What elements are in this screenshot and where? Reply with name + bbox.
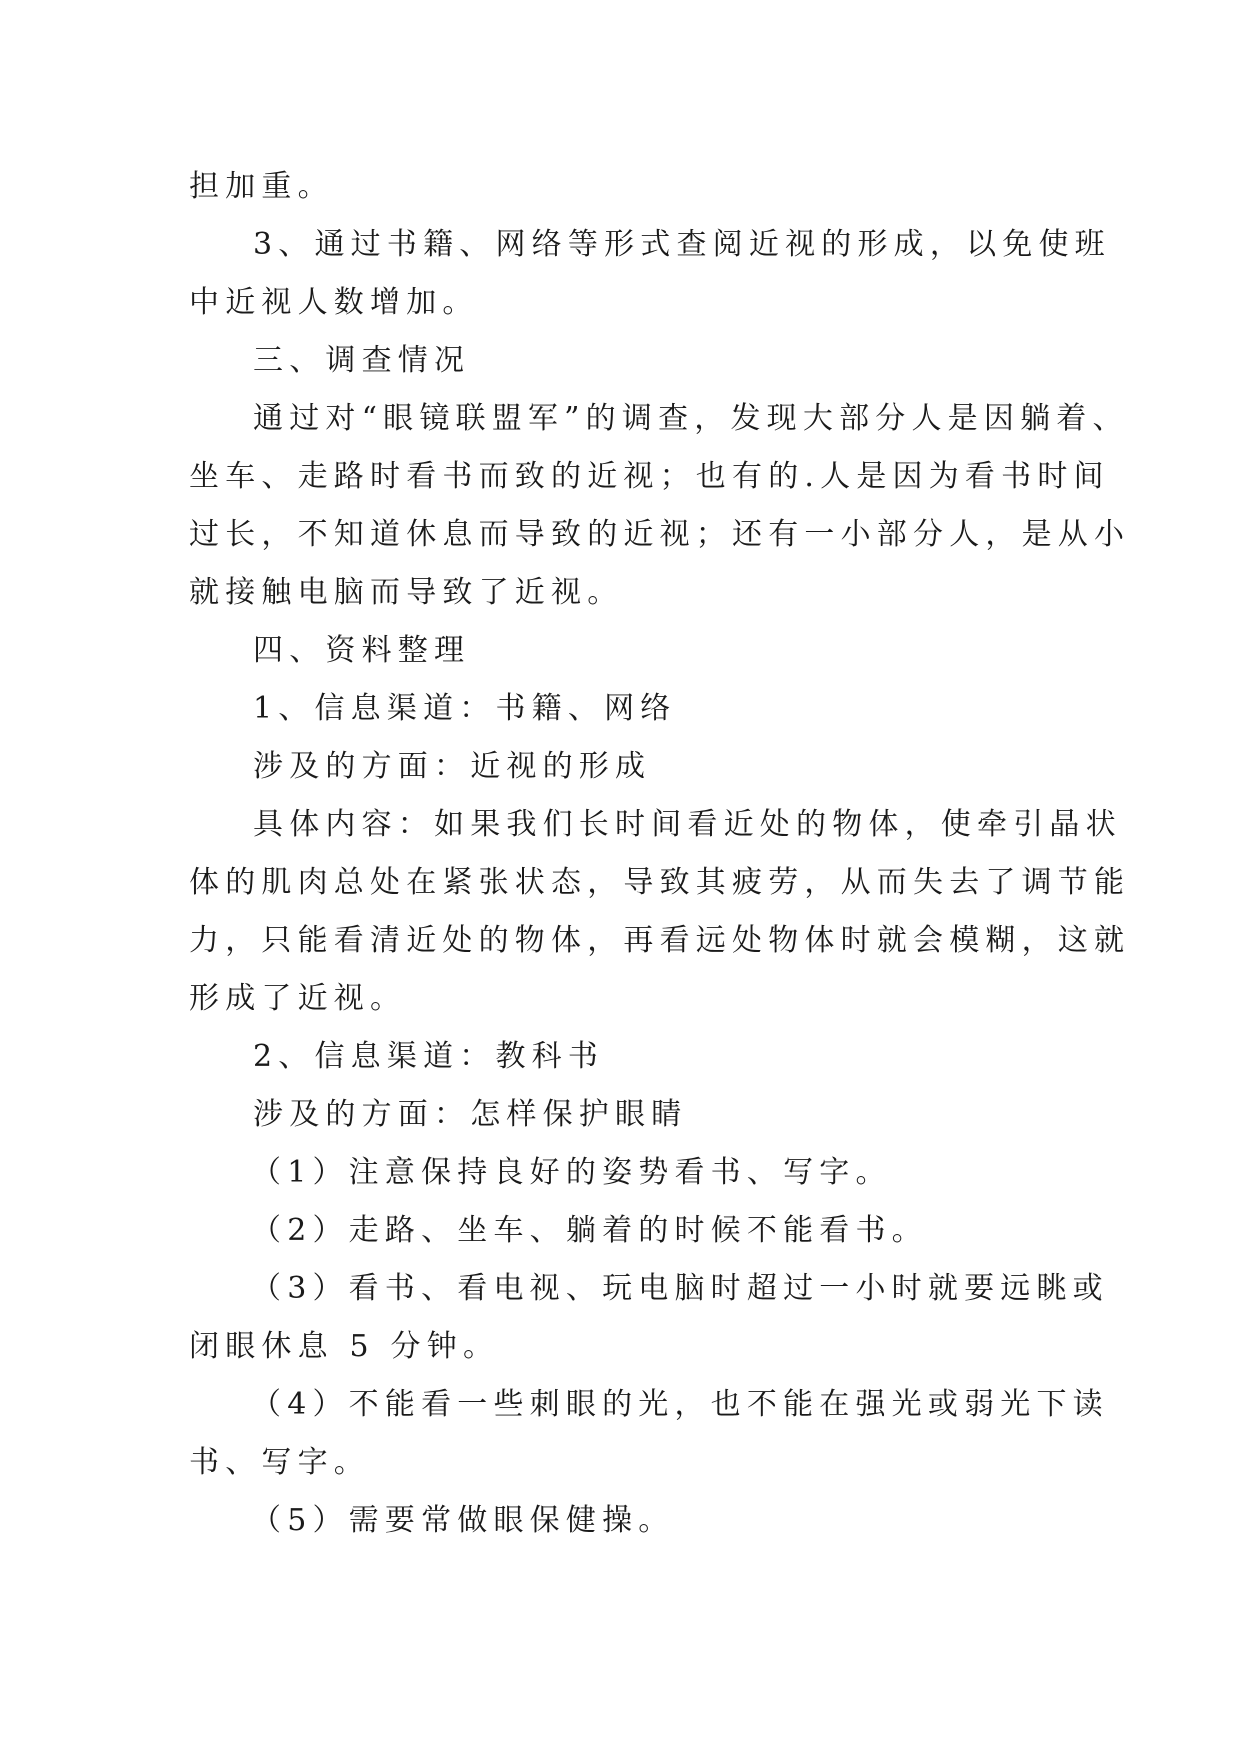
paragraph-line: 1、信息渠道：书籍、网络 bbox=[253, 691, 677, 726]
list-item-continuation: 闭眼休息 5 分钟。 bbox=[189, 1329, 500, 1364]
paragraph-line: 2、信息渠道：教科书 bbox=[253, 1039, 605, 1074]
paragraph-line: 形成了近视。 bbox=[189, 981, 407, 1016]
paragraph-line: 坐车、走路时看书而致的近视；也有的.人是因为看书时间 bbox=[189, 459, 1110, 494]
paragraph-line: 力，只能看清近处的物体，再看远处物体时就会模糊，这就 bbox=[189, 923, 1131, 958]
list-item: （2）走路、坐车、躺着的时候不能看书。 bbox=[251, 1213, 928, 1248]
list-item: （5）需要常做眼保健操。 bbox=[251, 1503, 675, 1538]
list-item: （4）不能看一些刺眼的光，也不能在强光或弱光下读 bbox=[251, 1387, 1109, 1422]
paragraph-line: 过长，不知道休息而导致的近视；还有一小部分人，是从小 bbox=[189, 517, 1131, 552]
paragraph-line: 具体内容：如果我们长时间看近处的物体，使牵引晶状 bbox=[253, 807, 1122, 842]
list-item: （1）注意保持良好的姿势看书、写字。 bbox=[251, 1155, 892, 1190]
paragraph-line: 担加重。 bbox=[189, 169, 334, 204]
paragraph-line: 涉及的方面：怎样保护眼睛 bbox=[253, 1097, 688, 1132]
paragraph-line: 3、通过书籍、网络等形式查阅近视的形成，以免使班 bbox=[253, 227, 1111, 262]
section-heading: 三、调查情况 bbox=[253, 343, 471, 378]
list-item: （3）看书、看电视、玩电脑时超过一小时就要远眺或 bbox=[251, 1271, 1109, 1306]
paragraph-line: 涉及的方面：近视的形成 bbox=[253, 749, 652, 784]
paragraph-line: 通过对“眼镜联盟军”的调查，发现大部分人是因躺着、 bbox=[253, 401, 1129, 436]
paragraph-line: 体的肌肉总处在紧张状态，导致其疲劳，从而失去了调节能 bbox=[189, 865, 1131, 900]
document-page bbox=[189, 158, 1131, 1550]
paragraph-line: 就接触电脑而导致了近视。 bbox=[189, 575, 624, 610]
paragraph-line: 中近视人数增加。 bbox=[189, 285, 479, 320]
list-item-continuation: 书、写字。 bbox=[189, 1445, 370, 1480]
section-heading: 四、资料整理 bbox=[253, 633, 471, 668]
